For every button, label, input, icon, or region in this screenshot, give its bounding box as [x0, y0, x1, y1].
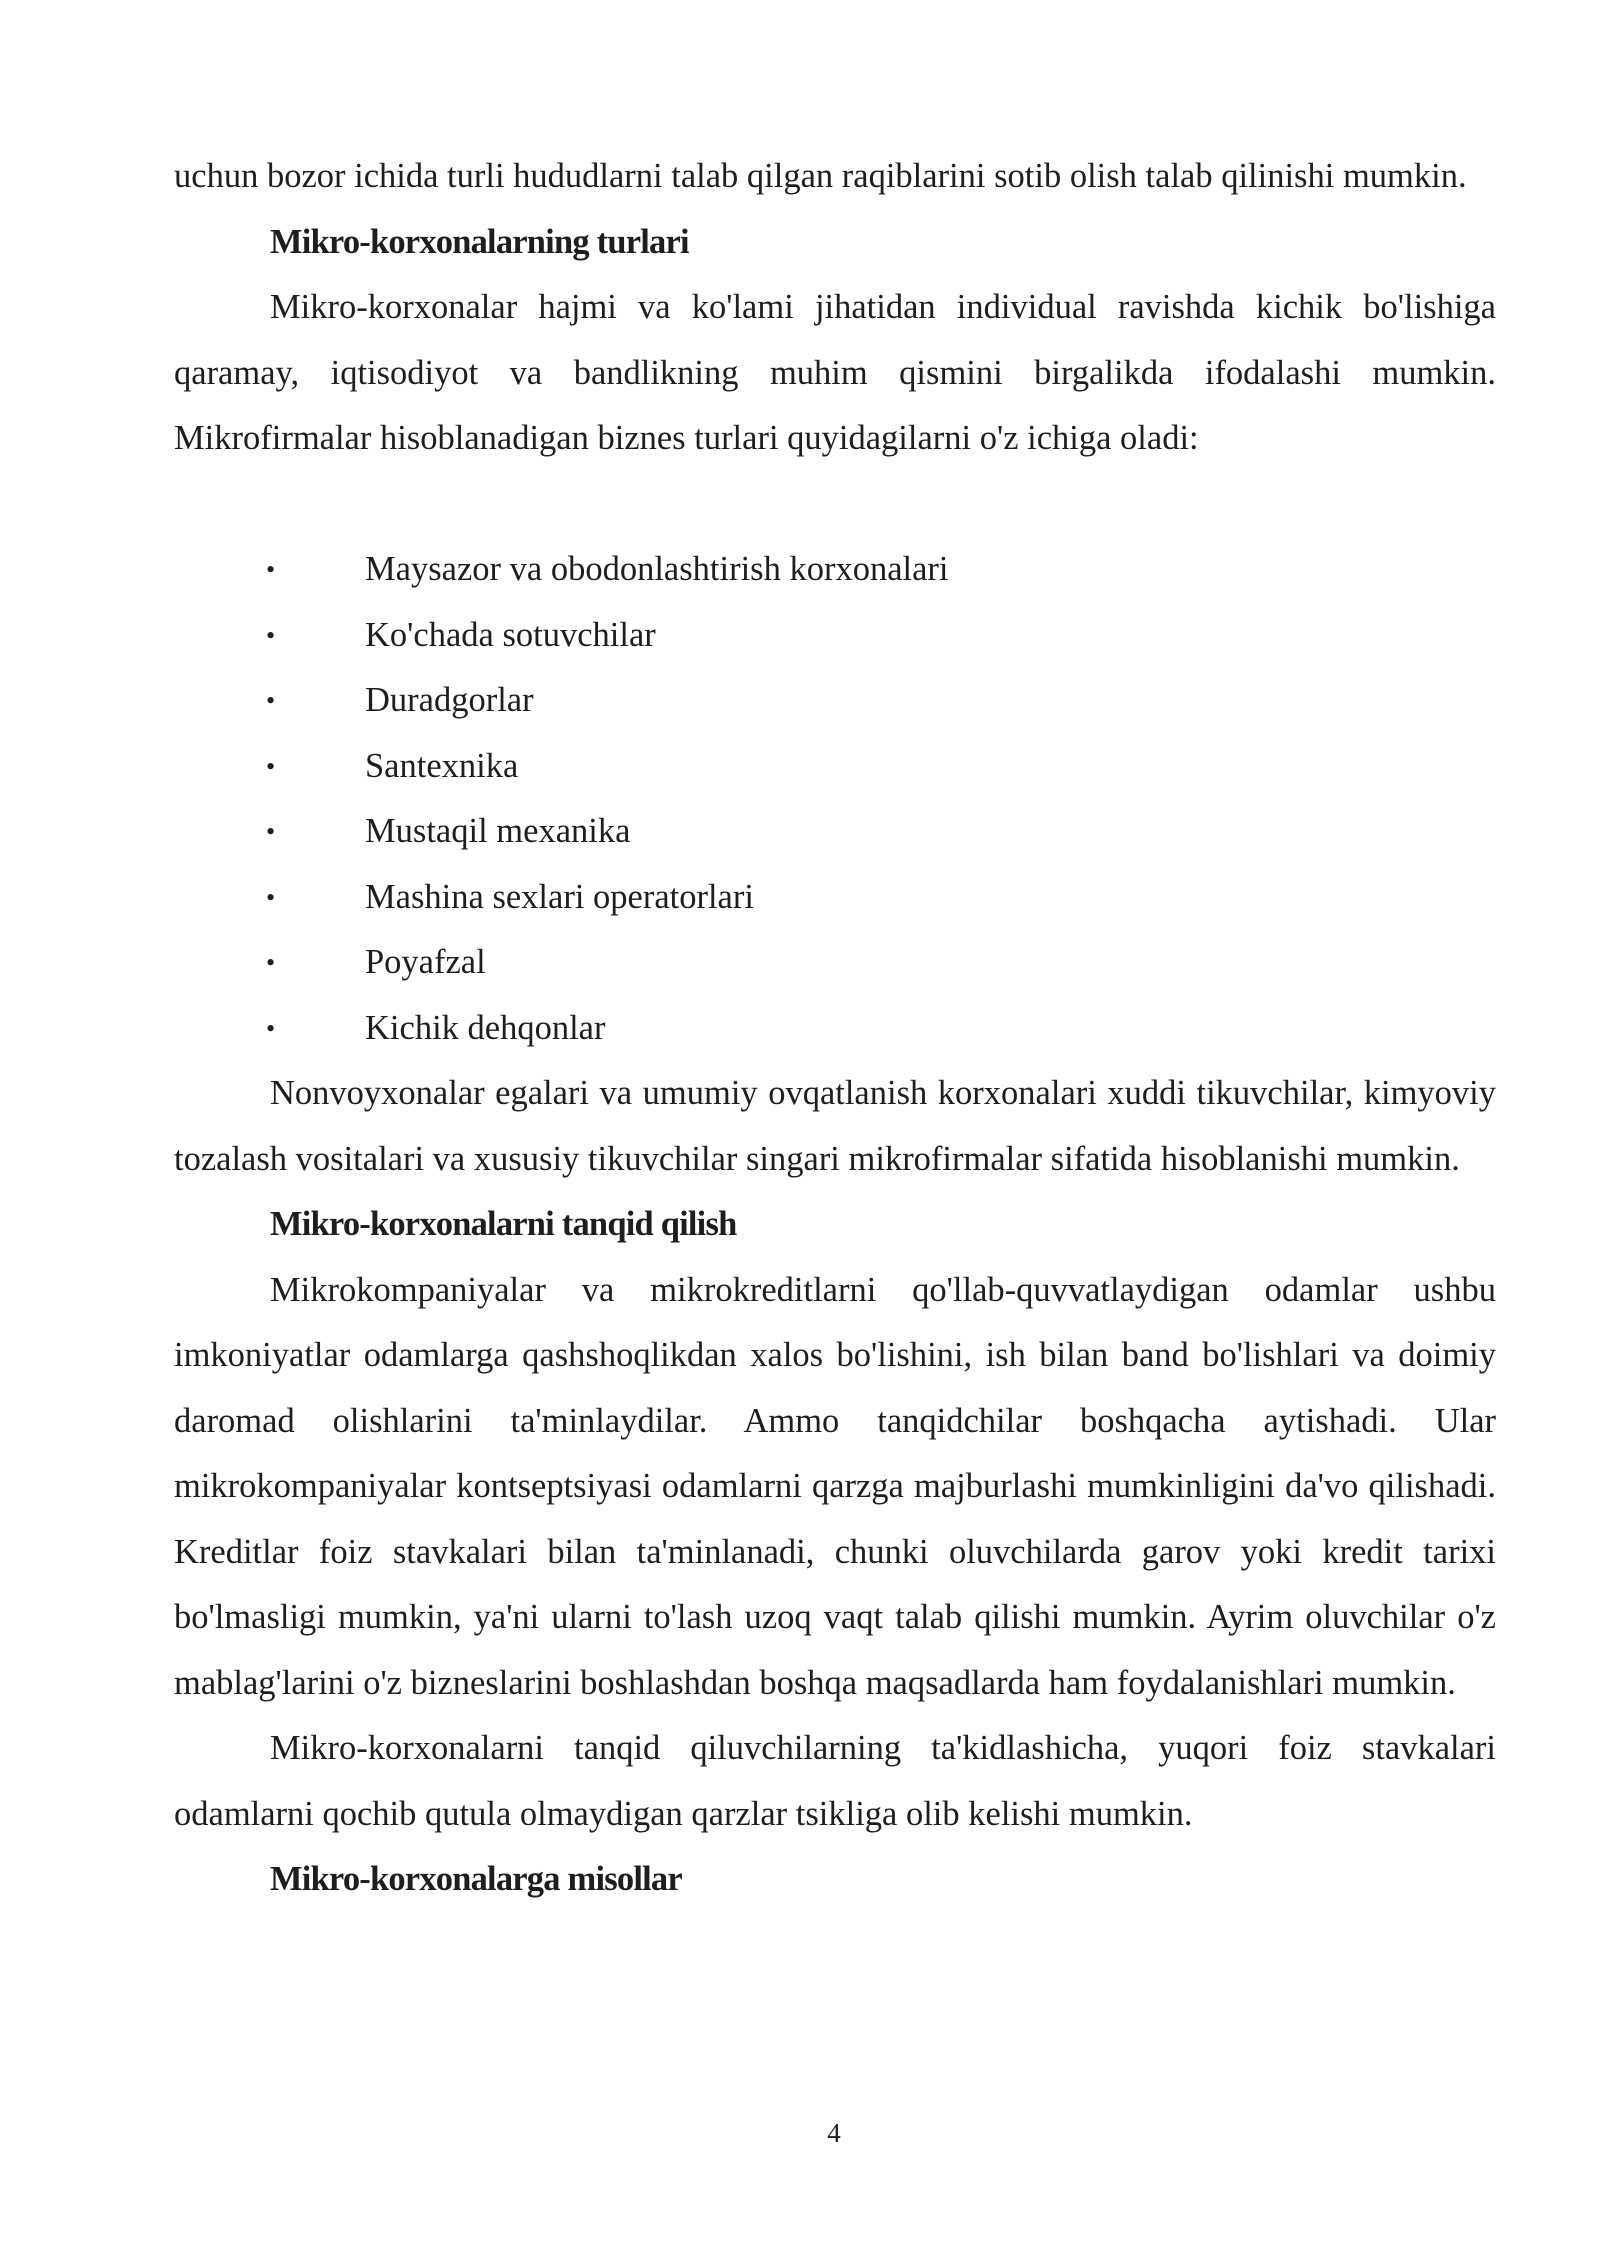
list-item: [174, 865, 1496, 931]
list-item: [174, 734, 1496, 800]
list-item-text: Santexnika: [365, 746, 519, 785]
bullet-icon: •: [266, 817, 276, 846]
list-item: [174, 799, 1496, 865]
section-heading-examples: Mikro-korxonalarga misollar: [270, 1860, 682, 1898]
paragraph-after-list: Nonvoyxonalar egalari va umumiy ovqatlanish korxonalari xuddi tikuvchilar, kimyoviy tozalash vositalari va xususiy tikuvchilar singari mikrofirmalar sifatida hisoblanishi mumkin.: [174, 1074, 1496, 1178]
list-item: [174, 537, 1496, 603]
list-item-text: Mustaqil mexanika: [365, 812, 631, 850]
bullet-icon: •: [266, 1013, 276, 1043]
document-page: [174, 144, 1496, 1913]
list-item-text: Poyafzal: [365, 943, 486, 981]
bullet-icon: •: [266, 555, 276, 584]
list-item-text: Maysazor va obodonlashtirish korxonalari: [365, 550, 949, 588]
list-item: [174, 603, 1496, 669]
page-number: 4: [827, 2118, 841, 2148]
section-heading-criticism: Mikro-korxonalarni tanqid qilish: [270, 1205, 737, 1243]
bullet-icon: •: [266, 882, 276, 912]
paragraph-criticism-2: Mikro-korxonalarni tanqid qiluvchilarning ta'kidlashicha, yuqori foiz stavkalari odamlarni qochib qutula olmaydigan qarzlar tsikliga olib kelishi mumkin.: [174, 1729, 1496, 1833]
list-item-text: Ko'chada sotuvchilar: [365, 615, 656, 654]
blank-line: [174, 472, 1496, 538]
paragraph-continuation: uchun bozor ichida turli hududlarni talab qilgan raqiblarini sotib olish talab qilinishi mumkin.: [174, 157, 1467, 195]
paragraph-criticism-1: Mikrokompaniyalar va mikrokreditlarni qo'llab-quvvatlaydigan odamlar ushbu imkoniyatlar odamlarga qashshoqlikdan xalos bo'lishini, ish bilan band bo'lishlari va doimiy daromad olishlarini ta'minlaydilar. Ammo tanqidchilar boshqacha aytishadi. Ular mikrokompaniyalar kontseptsiyasi odamlarni qarzga majburlashi mumkinligini da'vo qilishadi. Kreditlar foiz stavkalari bilan ta'minlanadi, chunki oluvchilarda garov yoki kredit tarixi bo'lmasligi mumkin, ya'ni ularni to'lash uzoq vaqt talab qilishi mumkin. Ayrim oluvchilar o'z mablag'larini o'z bizneslarini boshlashdan boshqa maqsadlarda ham foydalanishlari mumkin.: [174, 1270, 1496, 1702]
list-item-text: Mashina sexlari operatorlari: [365, 877, 754, 916]
list-item: [174, 996, 1496, 1062]
list-item: [174, 668, 1496, 734]
bullet-icon: •: [266, 751, 276, 781]
list-item: [174, 930, 1496, 996]
bullet-icon: •: [266, 686, 276, 715]
business-types-list: [174, 537, 1496, 1061]
bullet-icon: •: [266, 948, 276, 977]
section-heading-types: Mikro-korxonalarning turlari: [270, 222, 689, 261]
list-item-text: Duradgorlar: [365, 681, 534, 719]
list-item-text: Kichik dehqonlar: [365, 1008, 606, 1047]
bullet-icon: •: [266, 620, 276, 650]
paragraph-types-intro: Mikro-korxonalar hajmi va ko'lami jihatidan individual ravishda kichik bo'lishiga qaramay, iqtisodiyot va bandlikning muhim qismini birgalikda ifodalashi mumkin. Mikrofirmalar hisoblanadigan biznes turlari quyidagilarni o'z ichiga oladi:: [174, 288, 1496, 457]
